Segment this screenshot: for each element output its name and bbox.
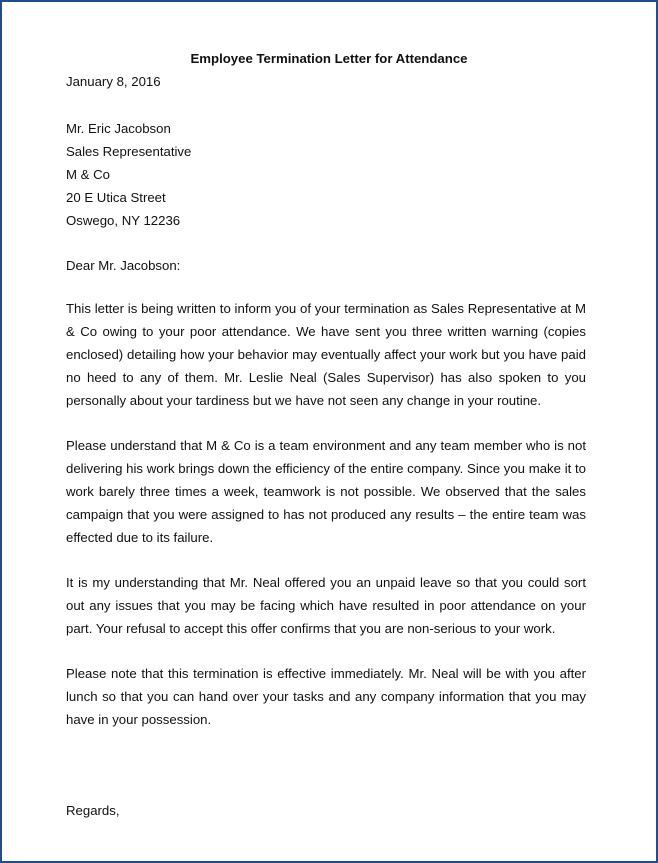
letter-title: Employee Termination Letter for Attendance [190, 51, 468, 66]
letter-date: January 8, 2016 [66, 74, 161, 89]
recipient-name: Mr. Eric Jacobson [66, 121, 171, 136]
body-paragraph: Please understand that M & Co is a team environment and any team member who is not delivering his work brings down the efficiency of the entire company. Since you make it to work barely three times a week, teamwork is not possible. We observed that the sales campaign that you were assigned to has not produced any results – the entire team was effected due to its failure. [66, 438, 586, 545]
body-paragraph: It is my understanding that Mr. Neal offered you an unpaid leave so that you could sort out any issues that you may be facing which have resulted in poor attendance on your part. Your refusal to accept this offer confirms that you are non-serious to your work. [66, 575, 586, 636]
recipient-company: M & Co [66, 167, 110, 182]
recipient-street: 20 E Utica Street [66, 190, 166, 205]
recipient-address [66, 117, 191, 232]
recipient-city: Oswego, NY 12236 [66, 213, 181, 228]
body-paragraph: This letter is being written to inform you of your termination as Sales Representative at M & Co owing to your poor attendance. We have sent you three written warning (copies enclosed) detailing how your behavior may eventually affect your work but you have paid no heed to any of them. Mr. Leslie Neal (Sales Supervisor) has also spoken to you personally about your tardiness but we have not seen any change in your routine. [66, 301, 586, 408]
salutation: Dear Mr. Jacobson: [66, 258, 181, 273]
recipient-position: Sales Representative [66, 144, 192, 159]
body-paragraph: Please note that this termination is effective immediately. Mr. Neal will be with you after lunch so that you can hand over your tasks and any company information that you may have in your possession. [66, 666, 586, 727]
closing: Regards, [66, 803, 120, 818]
